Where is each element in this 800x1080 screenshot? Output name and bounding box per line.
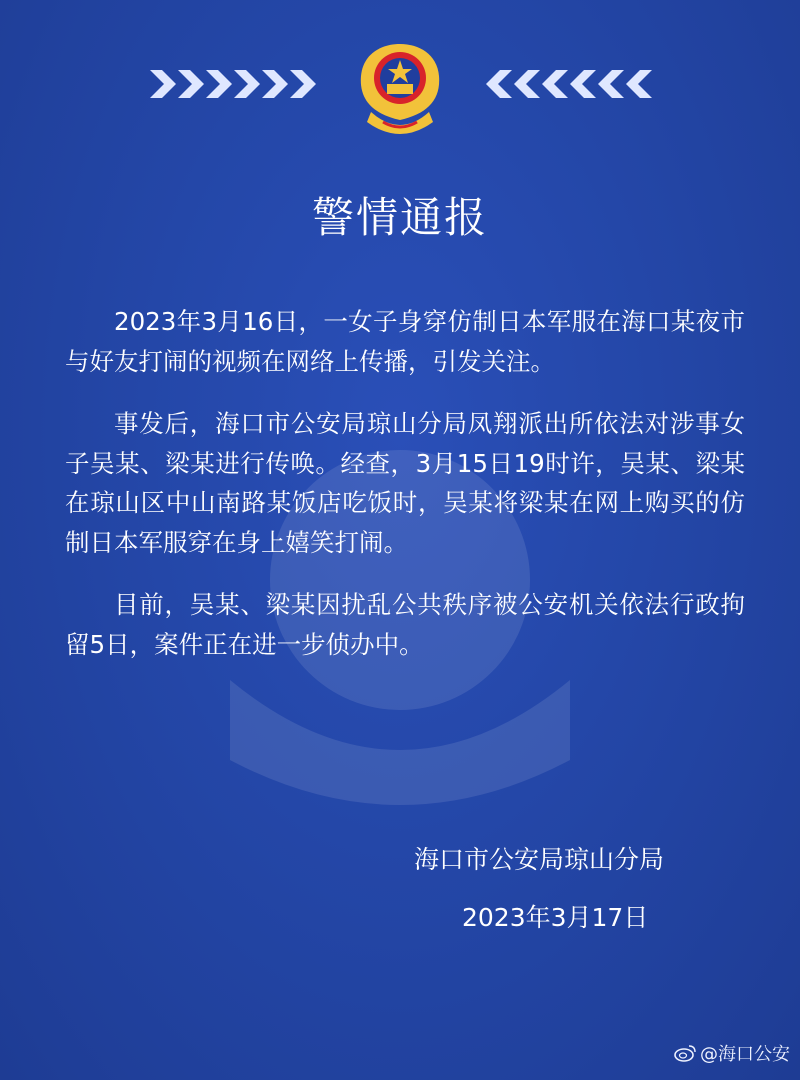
chevron-arrows-right-icon xyxy=(484,66,656,102)
notice-paragraph: 目前，吴某、梁某因扰乱公共秩序被公安机关依法行政拘留5日，案件正在进一步侦办中。 xyxy=(65,590,745,659)
notice-paragraph: 2023年3月16日，一女子身穿仿制日本军服在海口某夜市与好友打闹的视频在网络上传播，引发关注。 xyxy=(65,307,745,376)
notice-body xyxy=(65,302,745,687)
notice-paragraph: 事发后，海口市公安局琼山分局凤翔派出所依法对涉事女子吴某、梁某进行传唤。经查，3月15日19时许，吴某、梁某在琼山区中山南路某饭店吃饭时，吴某将梁某在网上购买的仿制日本军服穿在身上嬉笑打闹。 xyxy=(65,409,745,557)
chevron-arrows-left-icon xyxy=(148,66,320,102)
weibo-watermark xyxy=(674,1040,790,1066)
notice-title: 警情通报 xyxy=(311,193,488,242)
weibo-icon xyxy=(674,1044,696,1062)
weibo-source-label: @海口公安 xyxy=(700,1044,790,1065)
issuer-name: 海口市公安局琼山分局 xyxy=(414,845,665,874)
police-emblem-icon xyxy=(357,42,443,138)
issue-date: 2023年3月17日 xyxy=(462,903,649,932)
